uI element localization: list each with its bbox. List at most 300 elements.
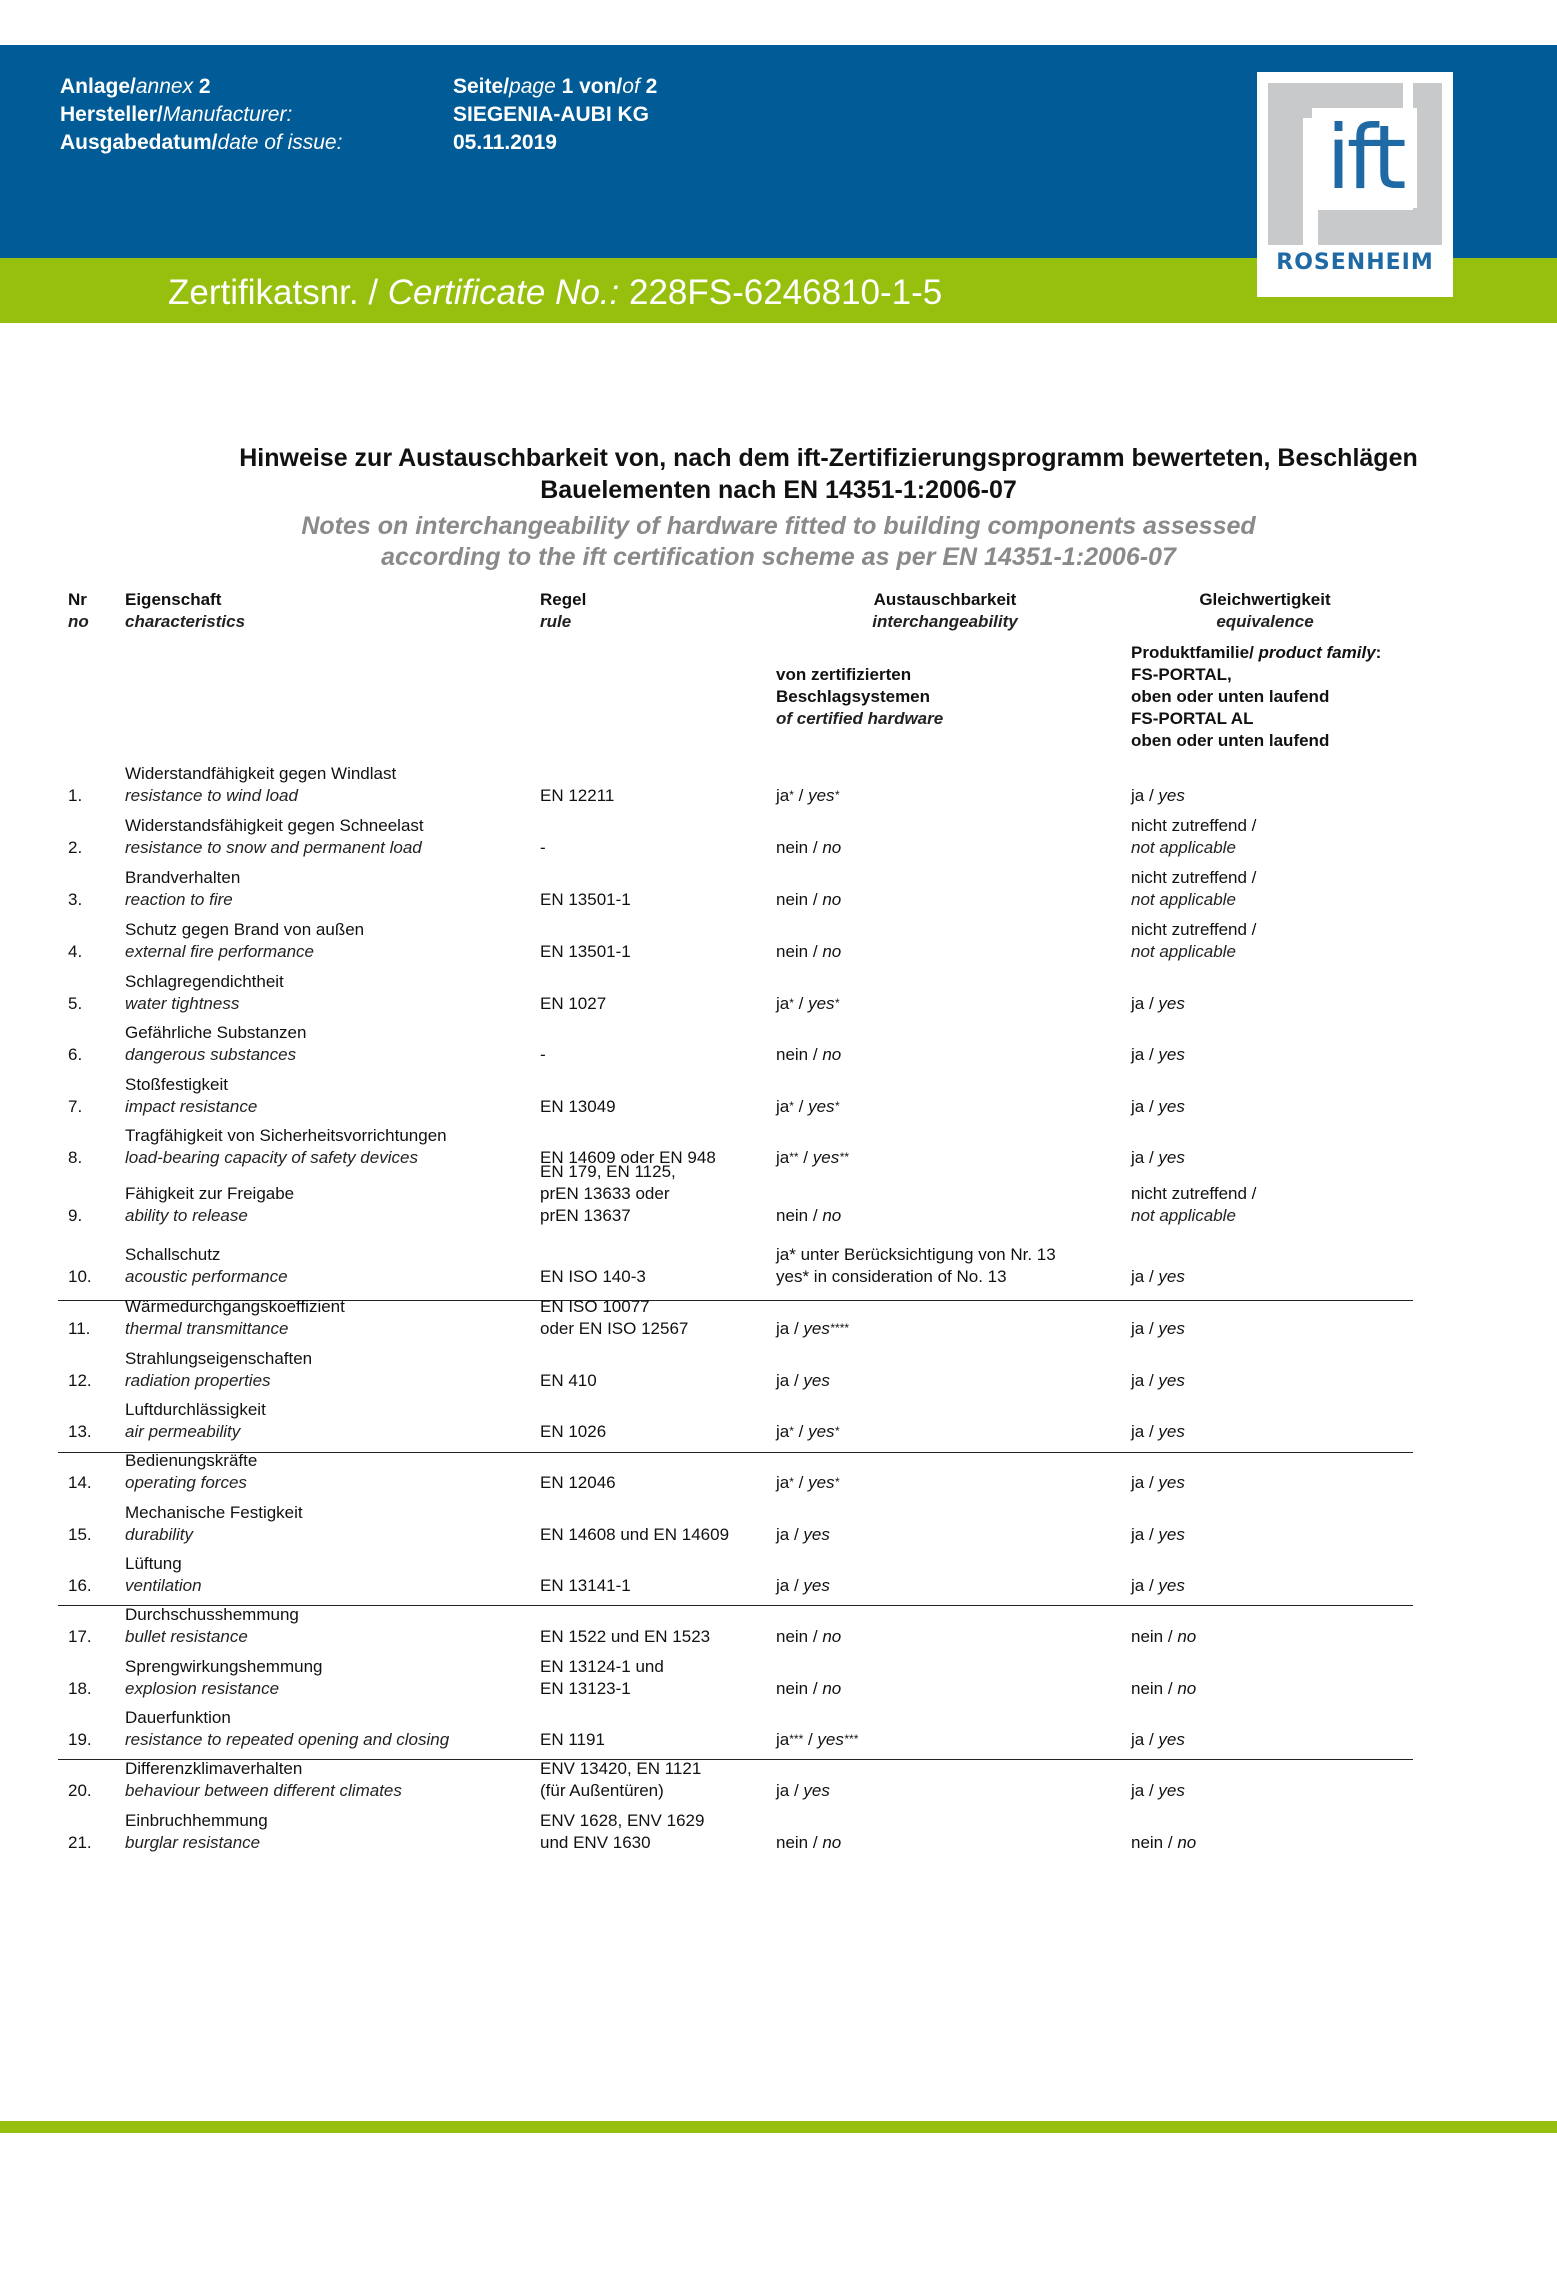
- characteristic-en: operating forces: [125, 1473, 247, 1492]
- characteristic-de: Fähigkeit zur Freigabe: [125, 1184, 295, 1203]
- interchangeability-cell: [776, 889, 841, 911]
- product-family-label: Produktfamilie/ product family:: [1131, 643, 1382, 662]
- rule-cell: [540, 837, 546, 859]
- interchangeability-cell: [776, 1318, 849, 1340]
- equivalence-en: not applicable: [1131, 838, 1236, 857]
- rule-cell: [540, 889, 631, 911]
- characteristic-de: Durchschusshemmung: [125, 1605, 299, 1624]
- footnote-mark: ****: [829, 1321, 849, 1335]
- equivalence-de: ja: [1131, 1576, 1145, 1595]
- interchangeability-cell: [776, 1205, 841, 1227]
- rule-cell: [540, 941, 631, 963]
- equivalence-cell: [1131, 867, 1256, 911]
- equivalence-en: no: [1177, 1833, 1197, 1852]
- column-header-interchangeability: Austauschbarkeit interchangeability: [872, 590, 1018, 631]
- rule-cell: [540, 1656, 664, 1700]
- equivalence-en: not applicable: [1131, 890, 1236, 909]
- separator: /: [1163, 1833, 1178, 1852]
- manufacturer-value: SIEGENIA-AUBI KG: [453, 103, 650, 126]
- interchangeability-en: no: [822, 942, 842, 961]
- equivalence-en: not applicable: [1131, 942, 1236, 961]
- separator: /: [793, 1422, 809, 1441]
- equivalence-cell: [1131, 1044, 1185, 1066]
- interchangeability-de: ja: [776, 1730, 790, 1749]
- interchangeability-en: yes: [808, 786, 835, 805]
- equivalence-cell: [1131, 1678, 1196, 1700]
- interchangeability-cell: [776, 1421, 839, 1443]
- interchangeability-de: ja: [776, 1422, 790, 1441]
- footer-green-bar: [0, 2121, 1557, 2133]
- interchangeability-de: nein: [776, 838, 809, 857]
- rule-line: oder EN ISO 12567: [540, 1319, 689, 1338]
- rule-cell: [540, 1810, 704, 1854]
- equivalence-cell: [1131, 1266, 1185, 1288]
- document-title-line1: Hinweise zur Austauschbarkeit von, nach dem ift-Zertifizierungsprogramm bewerteten, Beschlägen: [239, 444, 1418, 472]
- product-family-1-note: oben oder unten laufend: [1131, 687, 1330, 706]
- equivalence-en: yes: [1158, 1576, 1185, 1595]
- rule-line: und ENV 1630: [540, 1833, 651, 1852]
- footnote-mark: **: [789, 1150, 799, 1164]
- characteristic-cell: [125, 1022, 306, 1066]
- interchangeability-de: ja: [776, 1319, 790, 1338]
- row-number: 2.: [68, 838, 83, 857]
- separator: /: [1144, 1525, 1159, 1544]
- separator: /: [808, 890, 823, 909]
- characteristic-cell: [125, 1244, 288, 1288]
- equivalence-en: yes: [1158, 1319, 1185, 1338]
- rule-cell: [540, 1296, 688, 1340]
- equivalence-en: yes: [1158, 1097, 1185, 1116]
- interchangeability-cell: [776, 1096, 839, 1118]
- equivalence-cell: [1131, 1147, 1185, 1169]
- footnote-mark: *: [834, 1424, 840, 1438]
- equivalence-de: nicht zutreffend /: [1131, 1184, 1257, 1203]
- rule-line: EN 13141-1: [540, 1576, 631, 1595]
- separator: /: [1144, 1045, 1159, 1064]
- characteristic-cell: [125, 1656, 323, 1700]
- interchangeability-cell: [776, 837, 841, 859]
- interchangeability-cell: [776, 1147, 849, 1169]
- equivalence-de: nein: [1131, 1627, 1164, 1646]
- interchangeability-de: nein: [776, 1627, 809, 1646]
- interchangeability-cell: [776, 1780, 830, 1802]
- interchangeability-en: no: [822, 1833, 842, 1852]
- separator: /: [1144, 1473, 1159, 1492]
- separator: /: [1144, 1730, 1159, 1749]
- equivalence-cell: [1131, 1832, 1196, 1854]
- logo-wordmark: ift: [1312, 108, 1417, 208]
- characteristic-de: Dauerfunktion: [125, 1708, 231, 1727]
- equivalence-de: ja: [1131, 1422, 1145, 1441]
- characteristic-cell: [125, 867, 240, 911]
- separator: /: [1144, 1371, 1159, 1390]
- equivalence-de: ja: [1131, 1097, 1145, 1116]
- characteristic-en: thermal transmittance: [125, 1319, 289, 1338]
- interchangeability-en: yes: [808, 1473, 835, 1492]
- equivalence-cell: [1131, 1096, 1185, 1118]
- footnote-mark: *: [834, 996, 840, 1010]
- interchangeability-cell: [776, 941, 841, 963]
- footnote-mark: *: [789, 996, 794, 1010]
- rule-line: prEN 13633 oder: [540, 1184, 670, 1203]
- equivalence-en: not applicable: [1131, 1206, 1236, 1225]
- date-label: Ausgabedatum/date of issue:: [60, 131, 343, 154]
- column-header-nr: Nr no: [68, 590, 89, 631]
- separator: /: [789, 1371, 804, 1390]
- equivalence-de: ja: [1131, 1371, 1145, 1390]
- footnote-mark: *: [834, 1475, 840, 1489]
- rule-cell: [540, 1626, 710, 1648]
- equivalence-de: ja: [1131, 786, 1145, 805]
- separator: /: [808, 1206, 823, 1225]
- row-number: 3.: [68, 890, 83, 909]
- product-family-subheader: [1131, 642, 1381, 752]
- separator: /: [793, 994, 809, 1013]
- characteristic-cell: [125, 1604, 299, 1648]
- separator: /: [1144, 1319, 1159, 1338]
- equivalence-en: yes: [1158, 786, 1185, 805]
- characteristic-cell: [125, 1183, 294, 1227]
- footnote-mark: *: [789, 788, 794, 802]
- interchangeability-cell: [776, 1575, 830, 1597]
- characteristic-cell: [125, 1348, 312, 1392]
- equivalence-cell: [1131, 1318, 1185, 1340]
- product-family-2-note: oben oder unten laufend: [1131, 731, 1330, 750]
- characteristic-de: Stoßfestigkeit: [125, 1075, 228, 1094]
- characteristic-cell: [125, 1399, 266, 1443]
- separator: /: [1144, 1097, 1159, 1116]
- date-value: 05.11.2019: [453, 131, 557, 154]
- equivalence-en: yes: [1158, 1730, 1185, 1749]
- characteristic-de: Sprengwirkungshemmung: [125, 1657, 323, 1676]
- separator: /: [798, 1148, 813, 1167]
- footnote-mark: *: [834, 1099, 840, 1113]
- equivalence-cell: [1131, 993, 1185, 1015]
- interchangeability-en: yes: [803, 1525, 830, 1544]
- interchangeability-de: ja: [776, 1148, 790, 1167]
- rule-line: EN 1522 und EN 1523: [540, 1627, 711, 1646]
- characteristic-en: resistance to snow and permanent load: [125, 838, 422, 857]
- interchangeability-de: nein: [776, 1679, 809, 1698]
- footnote-mark: **: [839, 1150, 849, 1164]
- interchangeability-en: yes: [808, 994, 835, 1013]
- separator: /: [1144, 1148, 1159, 1167]
- interchangeability-en: no: [822, 1627, 842, 1646]
- interchangeability-note-de: ja* unter Berücksichtigung von Nr. 13: [776, 1245, 1056, 1264]
- rule-line: prEN 13637: [540, 1206, 631, 1225]
- characteristic-en: burglar resistance: [125, 1833, 261, 1852]
- characteristic-en: resistance to repeated opening and closing: [125, 1730, 450, 1749]
- rule-line: EN 1191: [540, 1730, 605, 1749]
- interchangeability-cell: [776, 993, 839, 1015]
- characteristic-en: durability: [125, 1525, 194, 1544]
- equivalence-de: nicht zutreffend /: [1131, 868, 1257, 887]
- characteristic-en: acoustic performance: [125, 1267, 288, 1286]
- rule-cell: [540, 993, 606, 1015]
- separator: /: [789, 1319, 804, 1338]
- manufacturer-label: Hersteller/Manufacturer:: [60, 103, 293, 126]
- certificate-number: Zertifikatsnr. / Certificate No.: 228FS-6246810-1-5: [168, 273, 943, 312]
- interchangeability-en: yes: [803, 1781, 830, 1800]
- document-subtitle-line1: Notes on interchangeability of hardware fitted to building components assessed: [301, 512, 1256, 540]
- equivalence-cell: [1131, 1575, 1185, 1597]
- section-divider: [58, 1452, 1413, 1453]
- separator: /: [808, 1833, 823, 1852]
- rule-line: EN 13049: [540, 1097, 616, 1116]
- equivalence-cell: [1131, 1626, 1196, 1648]
- characteristic-cell: [125, 1810, 268, 1854]
- ift-rosenheim-logo: [1257, 72, 1453, 297]
- characteristic-de: Widerstandsfähigkeit gegen Schneelast: [125, 816, 424, 835]
- characteristic-cell: [125, 1125, 447, 1169]
- annex-line: Anlage/annex 2: [60, 75, 211, 98]
- characteristic-de: Luftdurchlässigkeit: [125, 1400, 266, 1419]
- equivalence-en: no: [1177, 1679, 1197, 1698]
- footnote-mark: *: [789, 1099, 794, 1113]
- rule-cell: [540, 1096, 616, 1118]
- page-indicator: Seite/page 1 von/of 2: [453, 75, 658, 98]
- row-number: 10.: [68, 1267, 92, 1286]
- column-header-rule: Regel rule: [540, 590, 587, 631]
- equivalence-de: ja: [1131, 1267, 1145, 1286]
- equivalence-en: yes: [1158, 1781, 1185, 1800]
- interchangeability-en: yes: [808, 1097, 835, 1116]
- separator: /: [808, 1045, 823, 1064]
- separator: /: [808, 838, 823, 857]
- characteristic-cell: [125, 971, 284, 1015]
- interchangeability-de: ja: [776, 1097, 790, 1116]
- separator: /: [793, 1097, 809, 1116]
- interchangeability-de: nein: [776, 890, 809, 909]
- equivalence-de: nein: [1131, 1679, 1164, 1698]
- rule-cell: [540, 1266, 646, 1288]
- interchangeability-en: no: [822, 1679, 842, 1698]
- row-number: 5.: [68, 994, 83, 1013]
- interchangeability-cell: [776, 1729, 858, 1751]
- characteristic-de: Gefährliche Substanzen: [125, 1023, 307, 1042]
- separator: /: [1144, 1267, 1159, 1286]
- rule-cell: [540, 1044, 546, 1066]
- row-number: 1.: [68, 786, 83, 805]
- interchangeability-de: ja: [776, 994, 790, 1013]
- rule-line: EN 12211: [540, 786, 615, 805]
- interchangeability-en: no: [822, 1045, 842, 1064]
- characteristic-de: Lüftung: [125, 1554, 182, 1573]
- rule-line: ENV 1628, ENV 1629: [540, 1811, 705, 1830]
- characteristic-en: water tightness: [125, 994, 240, 1013]
- characteristic-de: Widerstandfähigkeit gegen Windlast: [125, 764, 397, 783]
- equivalence-cell: [1131, 1421, 1185, 1443]
- row-number: 14.: [68, 1473, 92, 1492]
- characteristic-en: reaction to fire: [125, 890, 233, 909]
- separator: /: [808, 1679, 823, 1698]
- rule-line: EN 13123-1: [540, 1679, 631, 1698]
- row-number: 15.: [68, 1525, 92, 1544]
- interchangeability-en: yes: [808, 1422, 835, 1441]
- row-number: 18.: [68, 1679, 92, 1698]
- rule-line: EN 13501-1: [540, 942, 631, 961]
- equivalence-de: ja: [1131, 994, 1145, 1013]
- product-family-1: FS-PORTAL,: [1131, 665, 1232, 684]
- interchangeability-de: ja: [776, 1576, 790, 1595]
- equivalence-de: ja: [1131, 1473, 1145, 1492]
- rule-line: EN 12046: [540, 1473, 616, 1492]
- interchangeability-subheader: von zertifizierten Beschlagsystemen of certified hardware: [776, 665, 944, 728]
- separator: /: [1144, 1781, 1159, 1800]
- interchangeability-cell: [776, 1678, 841, 1700]
- equivalence-de: ja: [1131, 1045, 1145, 1064]
- characteristic-de: Brandverhalten: [125, 868, 241, 887]
- row-number: 7.: [68, 1097, 83, 1116]
- rule-cell: [540, 785, 614, 807]
- characteristic-en: resistance to wind load: [125, 786, 298, 805]
- characteristic-cell: [125, 919, 364, 963]
- interchangeability-de: ja: [776, 786, 790, 805]
- characteristic-cell: [125, 1502, 303, 1546]
- interchangeability-en: yes: [803, 1576, 830, 1595]
- interchangeability-de: ja: [776, 1781, 790, 1800]
- rule-cell: [540, 1524, 729, 1546]
- characteristic-de: Wärmedurchgangskoeffizient: [125, 1297, 345, 1316]
- interchangeability-cell: [776, 1524, 830, 1546]
- equivalence-de: nicht zutreffend /: [1131, 920, 1257, 939]
- rule-line: EN 13501-1: [540, 890, 631, 909]
- characteristic-de: Tragfähigkeit von Sicherheitsvorrichtungen: [125, 1126, 447, 1145]
- separator: /: [1144, 994, 1159, 1013]
- interchangeability-cell: [776, 1244, 1056, 1288]
- rule-line: -: [540, 1045, 546, 1064]
- header-labels: [60, 73, 342, 157]
- interchangeability-de: nein: [776, 1833, 809, 1852]
- equivalence-de: ja: [1131, 1730, 1145, 1749]
- separator: /: [1163, 1627, 1178, 1646]
- characteristic-en: impact resistance: [125, 1097, 258, 1116]
- separator: /: [1144, 1422, 1159, 1441]
- interchangeability-de: nein: [776, 1045, 809, 1064]
- equivalence-en: no: [1177, 1627, 1197, 1646]
- interchangeability-en: no: [822, 1206, 842, 1225]
- equivalence-en: yes: [1158, 994, 1185, 1013]
- characteristic-cell: [125, 1296, 345, 1340]
- product-family-2: FS-PORTAL AL: [1131, 709, 1254, 728]
- equivalence-cell: [1131, 1183, 1256, 1227]
- equivalence-en: yes: [1158, 1371, 1185, 1390]
- row-number: 16.: [68, 1576, 92, 1595]
- interchangeability-en: no: [822, 890, 842, 909]
- interchangeability-de: nein: [776, 1206, 809, 1225]
- equivalence-cell: [1131, 1780, 1185, 1802]
- separator: /: [808, 1627, 823, 1646]
- header-values: [453, 73, 657, 157]
- separator: /: [808, 942, 823, 961]
- interchangeability-en: yes: [803, 1371, 830, 1390]
- row-number: 4.: [68, 942, 83, 961]
- rule-cell: [540, 1472, 616, 1494]
- separator: /: [793, 1473, 809, 1492]
- equivalence-cell: [1131, 785, 1185, 807]
- document-subtitle-line2: according to the ift certification scheme as per EN 14351-1:2006-07: [381, 543, 1176, 571]
- interchangeability-en: yes: [812, 1148, 840, 1167]
- characteristic-en: dangerous substances: [125, 1045, 297, 1064]
- characteristic-en: bullet resistance: [125, 1627, 248, 1646]
- row-number: 20.: [68, 1781, 92, 1800]
- row-number: 11.: [68, 1319, 91, 1338]
- equivalence-en: yes: [1158, 1148, 1185, 1167]
- rule-line: EN 1027: [540, 994, 607, 1013]
- separator: /: [803, 1730, 818, 1749]
- interchangeability-de: ja: [776, 1371, 790, 1390]
- rule-cell: [540, 1421, 606, 1443]
- characteristic-cell: [125, 1450, 257, 1494]
- characteristic-en: load-bearing capacity of safety devices: [125, 1148, 418, 1167]
- separator: /: [789, 1576, 804, 1595]
- interchangeability-en: yes: [803, 1319, 830, 1338]
- characteristic-de: Einbruchhemmung: [125, 1811, 268, 1830]
- rule-cell: [540, 1729, 605, 1751]
- equivalence-cell: [1131, 919, 1256, 963]
- characteristic-en: air permeability: [125, 1422, 241, 1441]
- characteristic-en: ventilation: [125, 1576, 202, 1595]
- equivalence-de: ja: [1131, 1319, 1145, 1338]
- equivalence-de: nicht zutreffend /: [1131, 816, 1257, 835]
- column-header-equivalence: Gleichwertigkeit equivalence: [1199, 590, 1331, 631]
- rule-line: ENV 13420, EN 1121: [540, 1759, 702, 1778]
- document-title-line2: Bauelementen nach EN 14351-1:2006-07: [540, 476, 1017, 504]
- characteristic-en: external fire performance: [125, 942, 314, 961]
- rule-line: EN 179, EN 1125,: [540, 1162, 676, 1181]
- interchangeability-cell: [776, 1832, 841, 1854]
- footnote-mark: ***: [843, 1732, 858, 1746]
- row-number: 17.: [68, 1627, 92, 1646]
- characteristic-en: radiation properties: [125, 1371, 271, 1390]
- rule-line: -: [540, 838, 546, 857]
- rule-line: EN ISO 140-3: [540, 1267, 646, 1286]
- row-number: 12.: [68, 1371, 92, 1390]
- equivalence-en: yes: [1158, 1422, 1185, 1441]
- rule-line: EN ISO 10077: [540, 1297, 650, 1316]
- separator: /: [1163, 1679, 1178, 1698]
- footnote-mark: *: [789, 1475, 794, 1489]
- characteristic-en: behaviour between different climates: [125, 1781, 402, 1800]
- rule-cell: [540, 1161, 676, 1227]
- interchangeability-cell: [776, 1626, 841, 1648]
- footnote-mark: *: [834, 788, 840, 802]
- equivalence-de: nein: [1131, 1833, 1164, 1852]
- separator: /: [1144, 786, 1159, 805]
- interchangeability-de: nein: [776, 942, 809, 961]
- characteristic-cell: [125, 1553, 202, 1597]
- equivalence-de: ja: [1131, 1781, 1145, 1800]
- characteristic-de: Bedienungskräfte: [125, 1451, 258, 1470]
- interchangeability-cell: [776, 1044, 841, 1066]
- interchangeability-cell: [776, 1370, 830, 1392]
- column-header-characteristics: Eigenschaft characteristics: [125, 590, 246, 631]
- logo-city: ROSENHEIM: [1276, 250, 1434, 275]
- interchangeability-cell: [776, 1472, 839, 1494]
- equivalence-cell: [1131, 1370, 1185, 1392]
- footnote-mark: *: [789, 1424, 794, 1438]
- characteristic-de: Mechanische Festigkeit: [125, 1503, 303, 1522]
- equivalence-cell: [1131, 1472, 1185, 1494]
- interchangeability-de: ja: [776, 1473, 790, 1492]
- rule-line: EN 14609 oder EN 948: [540, 1148, 716, 1167]
- rule-cell: [540, 1370, 597, 1392]
- rule-line: EN 13124-1 und: [540, 1657, 664, 1676]
- characteristic-cell: [125, 1758, 402, 1802]
- separator: /: [789, 1781, 804, 1800]
- equivalence-en: yes: [1158, 1267, 1185, 1286]
- rule-line: (für Außentüren): [540, 1781, 664, 1800]
